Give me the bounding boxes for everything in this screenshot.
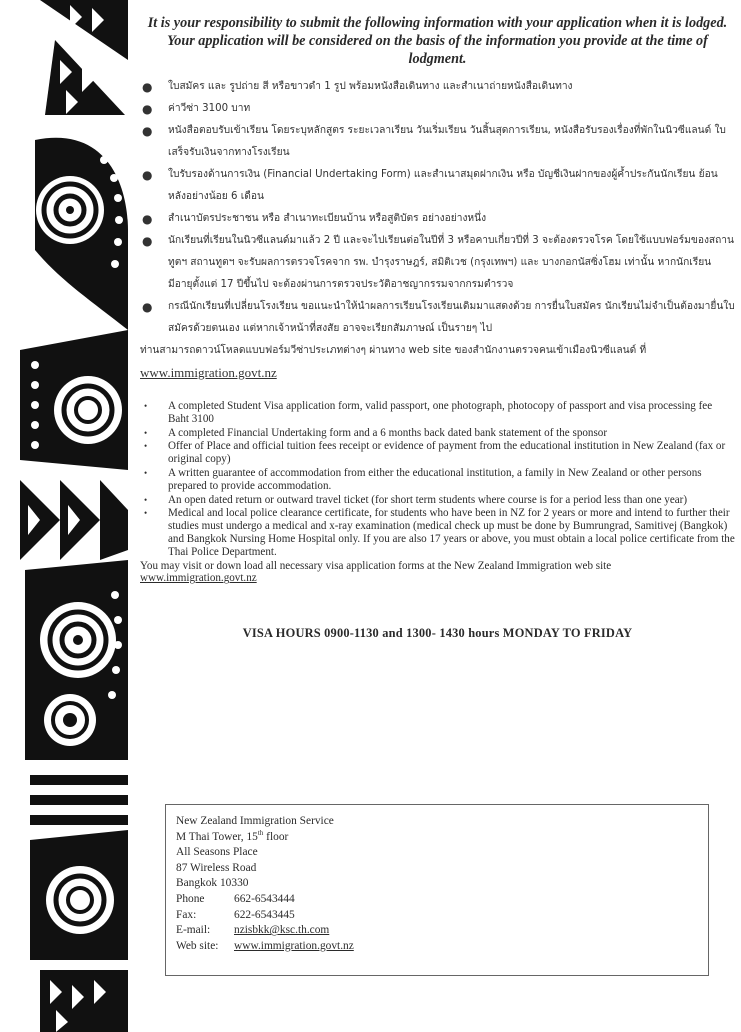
address-line: All Seasons Place — [176, 846, 258, 859]
bullet-icon: ● — [142, 234, 153, 248]
list-item: ● สำเนาบัตรประชาชน หรือ สำเนาทะเบียนบ้าน หรือสูติบัตร อย่างอย่างหนึ่ง — [140, 208, 735, 230]
immigration-website-link[interactable]: www.immigration.govt.nz — [140, 365, 277, 380]
bullet-icon: • — [144, 508, 148, 519]
english-download-note: You may visit or down load all necessary visa application forms at the New Zealand Immigration web site www.immigration.govt.nz — [140, 559, 612, 585]
website-link[interactable]: www.immigration.govt.nz — [234, 939, 354, 952]
decorative-border-art — [0, 0, 128, 1032]
phone-row: Phone 662-6543444 — [176, 892, 295, 905]
bullet-icon: ● — [142, 102, 153, 116]
list-item: • Medical and local police clearance certificate, for students who have been in NZ for 2 years or more and intend to further their studies must undergo a medical and x-ray examination (medical check up must be done by Bumrungrad, Samitivej (Bangkok) and Bangkok Nursing Home Hospital only. If you are also 17 years or above, you must obtain a local police certificate from the Thai Police Department. — [144, 507, 735, 558]
bullet-icon: • — [144, 494, 148, 505]
list-item: • An open dated return or outward travel ticket (for short term students where course is for a period less than one year) — [144, 493, 688, 506]
list-item: ● กรณีนักเรียนที่เปลี่ยนโรงเรียน ขอแนะนำให้นำผลการเรียนโรงเรียนเดิมมาแสดงด้วย การยื่นใบสมัคร นักเรียนไม่จำเป็นต้องมายื่นใบสมัครด้วยตนเอง แต่หากเจ้าหน้าที่สงสัย อาจจะเรียกสัมภาษณ์ เป็นรายๆ ไป — [140, 296, 735, 340]
english-requirements-list — [140, 400, 735, 559]
intro-heading: It is your responsibility to submit the following information with your application when it is lodged. Your application will be considered on the basis of the information you provide at the time of lodgment. — [147, 15, 728, 67]
address-line: 87 Wireless Road — [176, 861, 257, 874]
list-item: • A completed Student Visa application form, valid passport, one photograph, photocopy of passport and visa processing fee Baht 3100 — [144, 400, 713, 425]
bullet-icon: ● — [142, 124, 153, 138]
bullet-icon: ● — [142, 168, 153, 182]
bullet-icon: • — [144, 467, 148, 478]
org-name: New Zealand Immigration Service — [176, 815, 334, 827]
thai-requirements-list — [140, 76, 735, 340]
bullet-icon: ● — [142, 212, 153, 226]
visa-hours: VISA HOURS 0900-1130 and 1300- 1430 hours MONDAY TO FRIDAY — [242, 626, 633, 641]
list-item: • Offer of Place and official tuition fees receipt or evidence of payment from the educational institution in New Zealand (fax or original copy) — [144, 440, 726, 466]
list-item: ● นักเรียนที่เรียนในนิวซีแลนด์มาแล้ว 2 ปี และจะไปเรียนต่อในปีที่ 3 หรือคาบเกี่ยวปีที่ 3 จะต้องตรวจโรค โดยใช้แบบฟอร์มของสถานทูตฯ สถานทูตฯ จะรับผลการตรวจโรคจาก รพ. บำรุงราษฎร์, สมิติเวช (กรุงเทพฯ) และ บางกอกนัสซิ่งโฮม เท่านั้น หากนักเรียนมีอายุตั้งแต่ 17 ปีขึ้นไป จะต้องผ่านการตรวจประวัติอาชญากรรมจากกรมตำรวจ — [140, 230, 735, 296]
fax-row: Fax: 622-6543445 — [176, 908, 295, 921]
list-item: ● หนังสือตอบรับเข้าเรียน โดยระบุหลักสูตร ระยะเวลาเรียน วันเริ่มเรียน วันสิ้นสุดการเรียน, หนังสือรับรองเรื่องที่พักในนิวซีแลนด์ ใบเสร็จรับเงินจากทางโรงเรียน — [140, 120, 735, 164]
bullet-icon: ● — [142, 80, 153, 94]
address-line: Bangkok 10330 — [176, 877, 249, 890]
address-line: M Thai Tower, 15th floor — [176, 828, 289, 843]
maori-pattern-border — [0, 0, 128, 1032]
email-row: E-mail: nzisbkk@ksc.th.com — [176, 924, 330, 937]
list-item: • A written guarantee of accommodation from either the educational institution, a family in New Zealand or other persons prepared to provide accommodation. — [144, 466, 702, 492]
email-link[interactable]: nzisbkk@ksc.th.com — [234, 924, 330, 937]
bullet-icon: • — [144, 427, 148, 438]
document-body — [140, 0, 735, 952]
list-item: ● ค่าวีซ่า 3100 บาท — [140, 98, 735, 120]
list-item: • A completed Financial Undertaking form and a 6 months back dated bank statement of the sponsor — [144, 426, 608, 439]
immigration-website-link[interactable]: www.immigration.govt.nz — [140, 572, 257, 585]
list-item: ● ใบรับรองด้านการเงิน (Financial Undertaking Form) และสำเนาสมุดฝากเงิน หรือ บัญชีเงินฝากของผู้ค้ำประกันนักเรียน ย้อนหลังอย่างน้อย 6 เดือน — [140, 164, 735, 208]
bullet-icon: ● — [142, 300, 153, 314]
website-row: Web site: www.immigration.govt.nz — [176, 939, 354, 952]
list-item: ● ใบสมัคร และ รูปถ่าย สี หรือขาวดำ 1 รูป พร้อมหนังสือเดินทาง และสำเนาถ่ายหนังสือเดินทาง — [140, 76, 735, 98]
bullet-icon: • — [144, 441, 148, 452]
thai-download-note: ท่านสามารถดาวน์โหลดแบบฟอร์มวีซ่าประเภทต่างๆ ผ่านทาง web site ของสำนักงานตรวจคนเข้าเมืองนิวซีแลนด์ ที่ www.immigration.govt.nz — [140, 345, 647, 380]
address-box — [165, 804, 709, 976]
bullet-icon: • — [144, 401, 148, 411]
